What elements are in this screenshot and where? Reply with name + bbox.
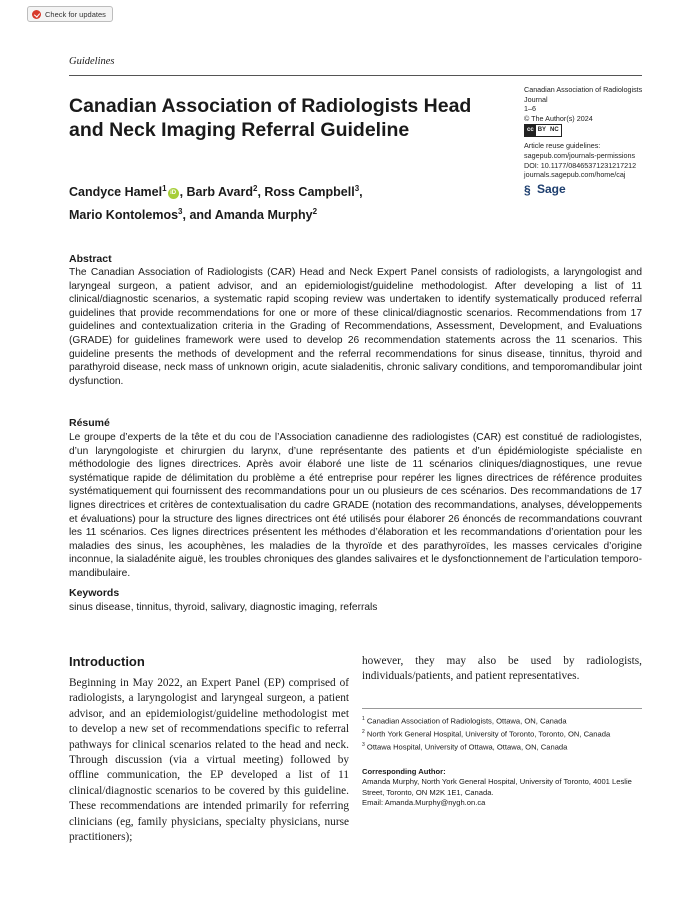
author-separator: , <box>257 185 265 200</box>
publisher-logo <box>524 181 654 197</box>
introduction-paragraph-continued: however, they may also be used by radiologists, individuals/patients, and patient representatives. <box>362 655 642 683</box>
author-affiliation-number: 3 <box>178 207 183 217</box>
author-affiliation-number: 1 <box>162 184 167 193</box>
check-for-updates-button[interactable] <box>27 6 113 22</box>
journal-name: Canadian Association of Radiologists Journal <box>524 85 643 104</box>
abstract-text: The Canadian Association of Radiologists (CAR) Head and Neck Expert Panel consists of radiologists, a laryngologist and laryngeal surgeon, a patient advisor, and an epidemiologist/guideline methodologist. After developing a list of 11 clinical/diagnostic scenarios, a systematic rapid scoping review was undertaken to identify systematically produced referral guidelines that provide recommendations for one or more of these clinical/diagnostic scenarios. Recommendations from 17 guidelines and contextualization criteria in the Grading of Recommendations, Assessment, Development, and Evaluations (GRADE) for guidelines framework were used to develop 26 recommendation statements across the 11 scenarios. This guideline presents the methods of development and the referral recommendations for sinus disease, tinnitus, thyroid and parathyroid disease, neck mass of unknown origin, acute sialadenitis, chronic salivary conditions, and temporomandibular joint dysfunction. <box>69 267 642 387</box>
author-name: Mario Kontolemos <box>69 208 179 223</box>
section-label: Guidelines <box>69 56 115 67</box>
publisher-name: Sage <box>537 181 566 196</box>
author-name: Candyce Hamel <box>69 185 163 200</box>
corresponding-author-heading: Corresponding Author: <box>362 767 446 776</box>
keywords-text: sinus disease, tinnitus, thyroid, salivary, diagnostic imaging, referrals <box>69 602 378 613</box>
affiliation-item: $^1$ Canadian Association of Radiologists, Ottawa, ON, Canada <box>362 716 567 726</box>
journal-homepage-link[interactable]: journals.sagepub.com/home/caj <box>524 170 626 180</box>
author-name: Amanda Murphy <box>214 208 313 223</box>
introduction-heading: Introduction <box>69 654 145 669</box>
author-separator: , <box>359 185 363 200</box>
journal-info-sidebar <box>524 85 654 196</box>
check-updates-label: Check for updates <box>45 9 106 19</box>
author-affiliation-number: 2 <box>312 207 318 217</box>
sage-logo-icon: § <box>524 182 531 197</box>
author-affiliation-number: 2 <box>252 184 258 193</box>
keywords-heading: Keywords <box>69 587 120 599</box>
affiliation-item: $^3$ Ottawa Hospital, University of Ottawa, Ottawa, ON, Canada <box>362 741 568 752</box>
reuse-guidelines-link[interactable]: sagepub.com/journals-permissions <box>524 150 636 160</box>
affiliation-item: $^2$ North York General Hospital, University of Toronto, Toronto, ON, Canada <box>362 728 611 739</box>
check-updates-icon <box>32 10 41 19</box>
footnote-divider <box>362 708 642 709</box>
introduction-paragraph: Beginning in May 2022, an Expert Panel (EP) comprised of radiologists, a laryngologist and laryngeal surgeon, a patient advisor, and an epidemiologist/guideline methodologist met to develop a new set of recommendations specific to referral pathways for clinical scenarios related to the head and neck. Through discussion (via a virtual meeting) followed by offline communication, the EP developed a list of 11 clinical/diagnostic scenarios to be covered by this guideline. These recommendations are intended primarily for referring clinicians (eg, family physicians, specialty physicians, nurse practitioners); <box>69 677 349 844</box>
orcid-icon[interactable]: iD <box>168 188 179 199</box>
header-divider <box>69 75 642 76</box>
page-range: 1–6 <box>524 104 536 114</box>
resume-heading: Résumé <box>69 417 110 429</box>
author-affiliation-number: 3 <box>354 184 360 193</box>
author-list <box>69 179 509 225</box>
article-title: Canadian Association of Radiologists Head and Neck Imaging Referral Guideline <box>69 95 472 141</box>
corresponding-author <box>362 767 642 809</box>
doi[interactable]: DOI: 10.1177/08465371231217212 <box>524 160 637 170</box>
creative-commons-license-icon[interactable]: cc BY NC <box>524 124 562 137</box>
author-name: Barb Avard <box>186 185 253 200</box>
copyright-notice: © The Author(s) 2024 <box>524 113 593 123</box>
reuse-guidelines-label: Article reuse guidelines: <box>524 141 601 151</box>
corresponding-author-address: Amanda Murphy, North York General Hospital, University of Toronto, 4001 Leslie Street, Toronto, ON M2K 1E1, Canada. <box>362 777 632 797</box>
author-separator: , and <box>182 208 215 223</box>
abstract-heading: Abstract <box>69 253 112 265</box>
resume-text: Le groupe d’experts de la tête et du cou de l’Association canadienne des radiologistes (CAR) est constitué de radiologistes, d’un laryngologiste et chirurgien du larynx, d’une représentante des patients et d’un épidémiologiste spécialiste en méthodologie des lignes directrices. Après avoir élaboré une liste de 11 scénarios cliniques/diagnostiques, une revue systématique rapide de délimitation du problème a été entreprise pour repérer les lignes directrices de référence produites systématiquement qui fournissent des recommandations pour un ou plusieurs de ces scénarios. Des recommandations de 17 lignes directrices et critères de contextualisation du cadre GRADE (notation des recommandations, analyses, développements et évaluations) pour la structure des lignes directrices ont été utilisés pour élaborer 26 énoncés de recommandations couvrant les 11 scénarios. Ces lignes directrices présentent les méthodes d’élaboration et les recommandations d’orientation pour les maladies des sinus, les acouphènes, les maladies de la thyroïde et des parathyroïdes, les masses cervicales d’origine inconnue, la sialadénite aiguë, les troubles chroniques des glandes salivaires et le dysfonctionnement de l’articulation temporo-mandibulaire. <box>69 432 642 579</box>
author-separator: , <box>179 185 187 200</box>
author-name: Ross Campbell <box>264 185 355 200</box>
corresponding-author-email[interactable]: Email: Amanda.Murphy@nygh.on.ca <box>362 798 486 808</box>
affiliations-list <box>362 714 642 753</box>
